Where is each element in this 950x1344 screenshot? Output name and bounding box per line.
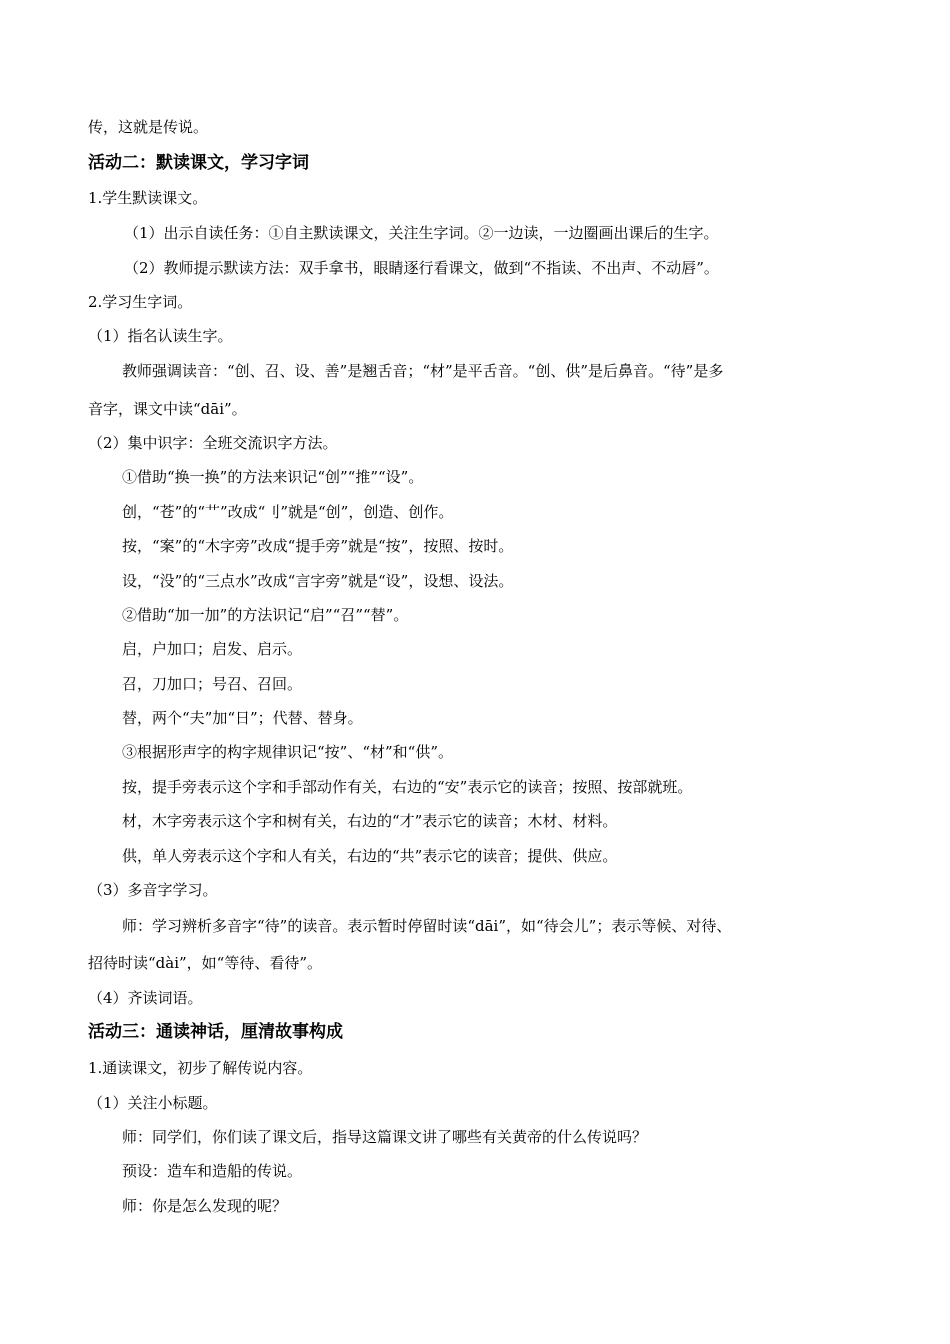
- paragraph: ②借助“加一加”的方法识记“启”“召”“替”。: [122, 606, 409, 624]
- paragraph: 音字，课文中读“dāi”。: [88, 400, 247, 418]
- paragraph: 教师强调读音：“创、召、设、善”是翘舌音；“材”是平舌音。“创、供”是后鼻音。“待”是多: [122, 362, 724, 380]
- list-item: （3）多音字学习。: [88, 881, 218, 899]
- paragraph: ①借助“换一换”的方法来识记“创”“推”“设”。: [122, 468, 424, 486]
- list-item: 2.学习生字词。: [88, 293, 193, 311]
- heading-activity-two: 活动二：默读课文，学习字词: [88, 153, 309, 173]
- paragraph: 师：同学们，你们读了课文后，指导这篇课文讲了哪些有关黄帝的什么传说吗？: [122, 1128, 648, 1146]
- paragraph: 师：你是怎么发现的呢？: [122, 1197, 288, 1215]
- list-item: （1）指名认读生字。: [88, 327, 233, 345]
- list-item: 1.通读课文，初步了解传说内容。: [88, 1059, 313, 1077]
- paragraph: 预设：造车和造船的传说。: [122, 1162, 303, 1180]
- list-item: 1.学生默读课文。: [88, 189, 208, 207]
- list-item: （1）出示自读任务：①自主默读课文，关注生字词。②一边读，一边圈画出课后的生字。: [124, 224, 719, 242]
- paragraph: 替，两个“夫”加“日”；代替、替身。: [122, 709, 363, 727]
- paragraph: 设，“没”的“三点水”改成“言字旁”就是“设”，设想、设法。: [122, 572, 514, 590]
- paragraph: 师：学习辨析多音字“待”的读音。表示暂时停留时读“dāi”，如“待会儿”；表示等候、对待、: [122, 917, 732, 935]
- paragraph: 启，户加口；启发、启示。: [122, 640, 303, 658]
- paragraph: 召，刀加口；号召、召回。: [122, 675, 303, 693]
- paragraph: 按，提手旁表示这个字和手部动作有关，右边的“安”表示它的读音；按照、按部就班。: [122, 778, 693, 796]
- paragraph: 创，“苍”的“艹”改成“刂”就是“创”，创造、创作。: [122, 503, 454, 521]
- list-item: （2）教师提示默读方法：双手拿书，眼睛逐行看课文，做到“不指读、不出声、不动唇”。: [124, 259, 719, 277]
- paragraph: 招待时读“dài”，如“等待、看待”。: [88, 954, 323, 972]
- paragraph: 材，木字旁表示这个字和树有关，右边的“才”表示它的读音；木材、材料。: [122, 812, 618, 830]
- paragraph: 按，“案”的“木字旁”改成“提手旁”就是“按”，按照、按时。: [122, 537, 514, 555]
- paragraph: ③根据形声字的构字规律识记“按”、“材”和“供”。: [122, 743, 454, 761]
- list-item: （2）集中识字：全班交流识字方法。: [88, 434, 338, 452]
- list-item: （1）关注小标题。: [88, 1094, 218, 1112]
- paragraph: 供，单人旁表示这个字和人有关，右边的“共”表示它的读音；提供、供应。: [122, 847, 618, 865]
- list-item: （4）齐读词语。: [88, 989, 203, 1007]
- heading-activity-three: 活动三：通读神话，厘清故事构成: [88, 1022, 343, 1042]
- paragraph-continuation: 传，这就是传说。: [88, 118, 209, 136]
